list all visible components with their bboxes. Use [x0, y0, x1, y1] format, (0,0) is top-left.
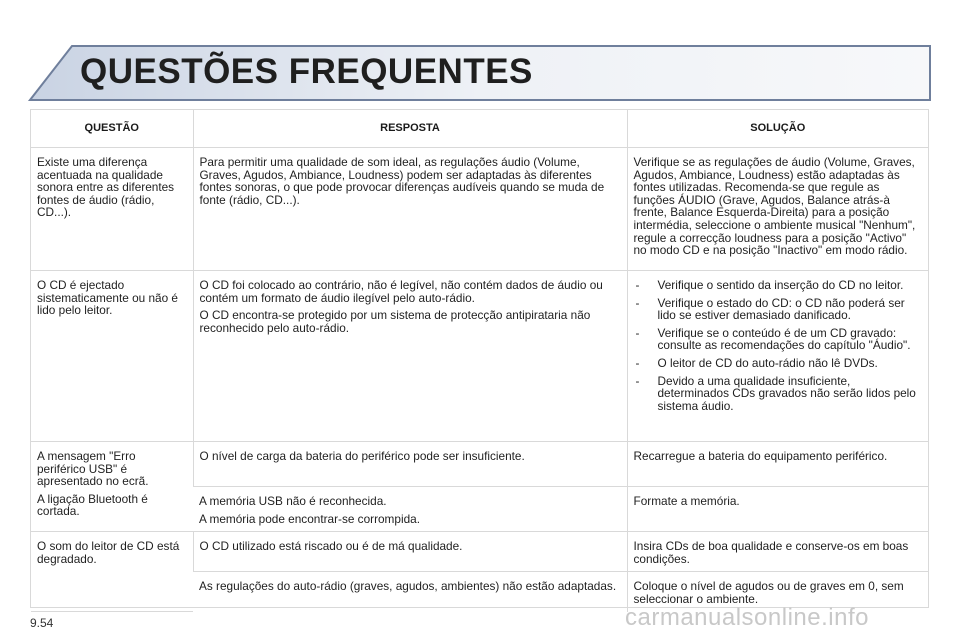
solution-cell: Recarregue a bateria do equipamento periférico. — [627, 442, 928, 487]
page-number: 9.54 — [30, 616, 54, 630]
page-title: QUESTÕES FREQUENTES — [80, 52, 533, 91]
table-header-row — [31, 110, 928, 148]
question-cell: Existe uma diferença acentuada na qualidade sonora entre as diferentes fontes de áudio (rádio, CD...). — [31, 148, 193, 271]
answer-cell: O CD utilizado está riscado ou é de má qualidade. — [193, 532, 627, 572]
answer-paragraph: A memória USB não é reconhecida. — [199, 494, 387, 508]
table-row — [31, 271, 928, 442]
answer-cell: O nível de carga da bateria do periférico pode ser insuficiente. — [193, 442, 627, 487]
faq-table — [30, 109, 929, 608]
list-item: - Verifique o sentido da inserção do CD no leitor. — [634, 279, 923, 292]
answer-paragraph: A memória pode encontrar-se corrompida. — [199, 511, 420, 526]
question-cell — [31, 442, 193, 532]
watermark: carmanualsonline.info — [625, 604, 869, 631]
answer-cell — [193, 487, 627, 532]
answer-paragraph: O CD encontra-se protegido por um sistema de protecção antipirataria não reconhecido pelo auto-rádio. — [199, 308, 591, 335]
list-item: - O leitor de CD do auto-rádio não lê DVDs. — [634, 357, 923, 370]
table-row — [31, 442, 928, 487]
question-cell: O som do leitor de CD está degradado. — [31, 532, 193, 612]
list-item: - Devido a uma qualidade insuficiente, determinados CDs gravados não serão lidos pelo sistema áudio. — [634, 375, 923, 413]
header-solution: SOLUÇÃO — [627, 110, 928, 148]
solution-cell: Coloque o nível de agudos ou de graves em 0, sem seleccionar o ambiente. — [627, 572, 928, 612]
solution-cell — [627, 271, 928, 442]
answer-cell — [193, 271, 627, 442]
solution-cell: Verifique se as regulações de áudio (Volume, Graves, Agudos, Ambiance, Loudness) estão adaptadas às fontes utilizadas. Recomenda-se que regule as funções ÁUDIO (Grave, Agudos, Balance atrás-à frente, Balance Esquerda-Direita) para a posição intermédia, seleccione o ambiente musical "Nenhum", regule a correcção loudness para a posição "Activo" no modo CD e na posição "Inactivo" em modo rádio. — [627, 148, 928, 271]
question-paragraph: A ligação Bluetooth é cortada. — [37, 491, 148, 519]
solution-list — [634, 279, 923, 412]
solution-cell: Formate a memória. — [627, 487, 928, 532]
header-answer: RESPOSTA — [193, 110, 627, 148]
list-item: - Verifique o estado do CD: o CD não poderá ser lido se estiver demasiado danificado. — [634, 297, 923, 322]
answer-cell: As regulações do auto-rádio (graves, agudos, ambientes) não estão adaptadas. — [199, 579, 617, 594]
faq-table-grid — [31, 110, 928, 612]
table-row — [31, 148, 928, 271]
answer-paragraph: O CD foi colocado ao contrário, não é legível, não contém dados de áudio ou contém um formato de áudio ilegível pelo auto-rádio. — [199, 278, 603, 305]
question-paragraph: A mensagem "Erro periférico USB" é apresentado no ecrã. — [37, 449, 149, 489]
question-cell: O CD é ejectado sistematicamente ou não é lido pelo leitor. — [31, 271, 193, 442]
list-item: - Verifique se o conteúdo é de um CD gravado: consulte as recomendações do capítulo "Áudio". — [634, 327, 923, 352]
solution-cell: Insira CDs de boa qualidade e conserve-os em boas condições. — [627, 532, 928, 572]
answer-cell: Para permitir uma qualidade de som ideal, as regulações áudio (Volume, Graves, Agudos, Ambiance, Loudness) podem ser adaptadas às diferentes fontes sonoras, o que pode provocar diferenças audíveis quando se muda de fonte (rádio, CD...). — [193, 148, 627, 271]
table-row — [31, 532, 928, 572]
header-question: QUESTÃO — [31, 110, 193, 148]
